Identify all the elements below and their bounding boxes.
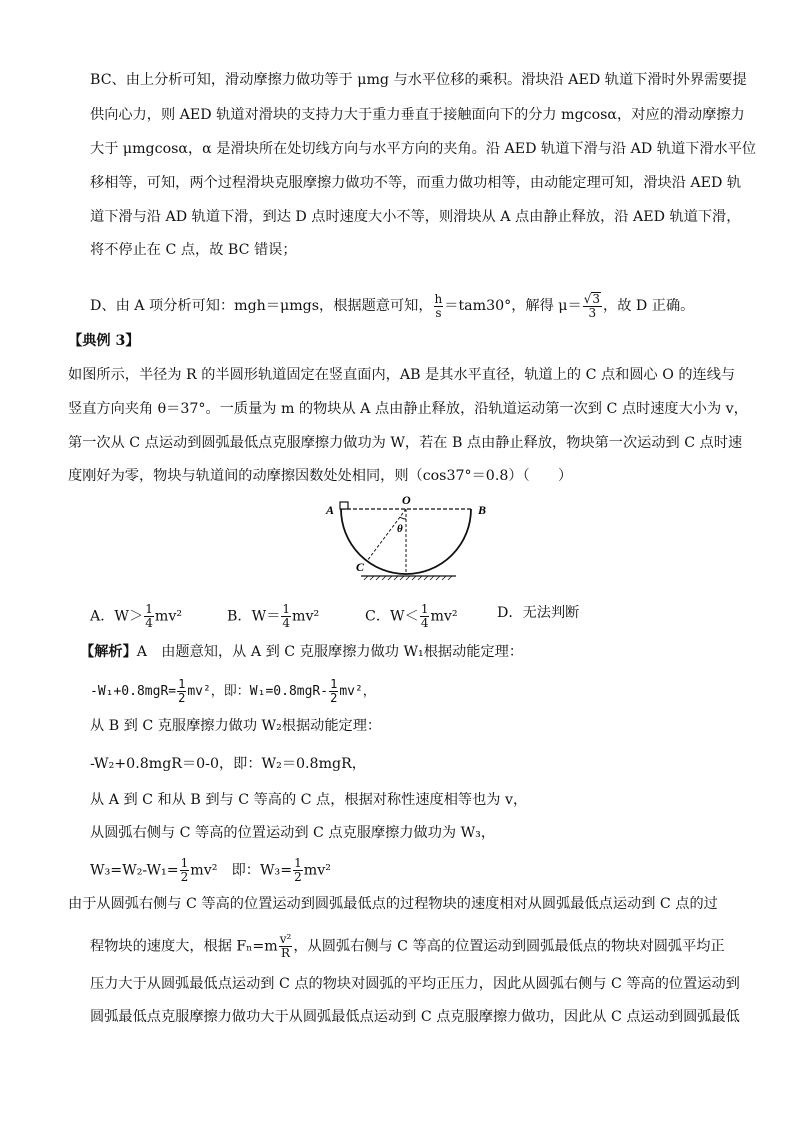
d-mid: ＝tam30°，解得 μ＝ [444,298,582,314]
frac-num: 1 [178,677,186,691]
problem-line-2: 竖直方向夹角 θ＝37°。一质量为 m 的物块从 A 点由静止释放，沿轨道运动第一次到 C 点时速度大小为 v， [68,401,748,417]
frac-den: 4 [145,616,153,630]
frac-num: √3 [583,292,601,306]
d-prefix: D、由 A 项分析可知：mgh＝μmgs，根据题意可知， [90,298,433,314]
line-symmetry: 从 A 到 C 和从 B 到与 C 等高的 C 点，根据对称性速度相等也为 v， [90,792,528,808]
equation-1 [90,678,376,705]
label-a: A [326,503,335,517]
option-b [227,603,319,630]
sqrt3-over-3-fraction [583,292,602,320]
line-b-to-c: 从 B 到 C 克服摩擦力做功 W₂根据动能定理： [90,718,382,734]
analysis-first: A 由题意知，从 A 到 C 克服摩擦力做功 W₁根据动能定理： [136,644,524,660]
eq3-fraction-2 [293,857,303,884]
eq1-mid: mv²，即：W₁=0.8mgR- [187,684,329,699]
label-theta: θ [397,523,403,535]
fn-fraction [279,933,293,960]
option-c-fraction [420,603,430,630]
eq1-tail: mv²， [339,684,376,699]
analysis-head: 【解析】 [80,644,137,660]
frac-num: 1 [330,677,338,691]
final-line-2 [90,933,725,960]
final-line-2-post: ，从圆弧右侧与 C 等高的位置运动到圆弧最低点的物块对圆弧平均正 [293,938,725,955]
option-c [365,603,458,630]
frac-den: s [435,305,442,320]
bc-line-2: 供向心力，则 AED 轨道对滑块的支持力大于重力垂直于接触面向下的分力 mgcosα，对应的滑动摩擦力 [90,107,745,123]
frac-den: 4 [420,616,429,630]
eq3-tail: mv² [303,862,331,879]
option-a-tail: mv² [154,608,183,625]
frac-den: 2 [330,691,338,705]
label-c: C [356,560,365,574]
option-b-label: B．W＝ [227,608,281,625]
final-line-3: 压力大于从圆弧最低点运动到 C 点的物块对圆弧的平均正压力，因此从圆弧右侧与 C 等高的位置运动到 [90,976,740,992]
frac-den: 2 [180,870,189,884]
d-suffix: ，故 D 正确。 [603,298,695,314]
final-line-2-pre: 程物块的速度大，根据 Fₙ=m [90,938,278,955]
frac-den: 2 [294,870,302,884]
block-square [340,502,348,509]
frac-den: 4 [282,616,291,630]
eq3-mid: mv² 即：W₃= [190,862,293,879]
oc-dashed-line [367,509,406,561]
option-c-label: C．W＜ [365,608,419,625]
problem-line-4: 度刚好为零，物块与轨道间的动摩擦因数处处相同，则（cos37°＝0.8）（ ） [68,468,573,484]
semicircle-track-figure [316,492,506,592]
frac-num: 1 [420,602,429,616]
line-w3: 从圆弧右侧与 C 等高的位置运动到 C 点克服摩擦力做功为 W₃， [90,825,496,841]
frac-den: 2 [178,691,186,705]
frac-num: h [434,291,443,306]
bc-line-5: 道下滑与沿 AD 轨道下滑，到达 D 点时速度大小不等，则滑块从 A 点由静止释放，沿 AED 轨道下滑， [90,209,741,225]
final-line-1: 由于从圆弧右侧与 C 等高的位置运动到圆弧最低点的过程物块的速度相对从圆弧最低点运动到 C 点的过 [68,896,718,912]
bc-line-1: BC、由上分析可知，滑动摩擦力做功等于 μmg 与水平位移的乘积。滑块沿 AED 轨道下滑时外界需要提 [90,72,747,88]
bc-line-6: 将不停止在 C 点，故 BC 错误； [90,242,297,258]
frac-num: 1 [145,602,153,616]
option-a-label: A．W＞ [90,608,144,625]
bc-line-3: 大于 μmgcosα，α 是滑块所在处切线方向与水平方向的夹角。沿 AED 轨道下滑与沿 AD 轨道下滑水平位 [90,141,757,157]
label-o: O [402,493,411,507]
label-b: B [478,503,487,517]
option-b-tail: mv² [292,608,320,625]
option-b-fraction [281,603,291,630]
frac-num: 1 [282,602,291,616]
bc-line-4: 移相等，可知，两个过程滑块克服摩擦力做功不等，而重力做功相等，由动能定理可知，滑块沿 AED 轨 [90,175,742,191]
d-line [90,292,694,320]
frac-num: 1 [294,856,302,870]
frac-num: v² [279,932,292,946]
theta-arc [400,517,406,519]
h-over-s-fraction [434,293,444,320]
eq1-fraction-1 [177,678,186,705]
problem-line-1: 如图所示，半径为 R 的半圆形轨道固定在竖直面内，AB 是其水平直径，轨道上的 C 点和圆心 O 的连线与 [68,367,736,383]
option-a [90,603,182,630]
sqrt-value: 3 [592,292,601,306]
option-a-fraction [144,603,154,630]
final-line-4: 圆弧最低点克服摩擦力做功大于从圆弧最低点运动到 C 点克服摩擦力做功，因此从 C 点运动到圆弧最低 [90,1009,740,1025]
frac-num: 1 [180,856,189,870]
equation-3 [90,857,331,884]
frac-den: R [280,946,291,960]
eq3-pre: W₃=W₂-W₁= [90,862,179,879]
eq3-fraction-1 [180,857,190,884]
option-c-tail: mv² [430,608,458,625]
equation-2: -W₂+0.8mgR＝0-0，即：W₂＝0.8mgR， [90,756,366,772]
option-d: D．无法判断 [497,605,580,621]
eq1-pre: -W₁+0.8mgR= [90,684,177,699]
analysis-line-1 [80,642,523,662]
frac-den: 3 [588,306,597,320]
problem-line-3: 第一次从 C 点运动到圆弧最低点克服摩擦力做功为 W，若在 B 点由静止释放，物块第一次运动到 C 点时速 [68,435,743,451]
example-title: 【典例 3】 [68,333,140,349]
eq1-fraction-2 [329,678,338,705]
